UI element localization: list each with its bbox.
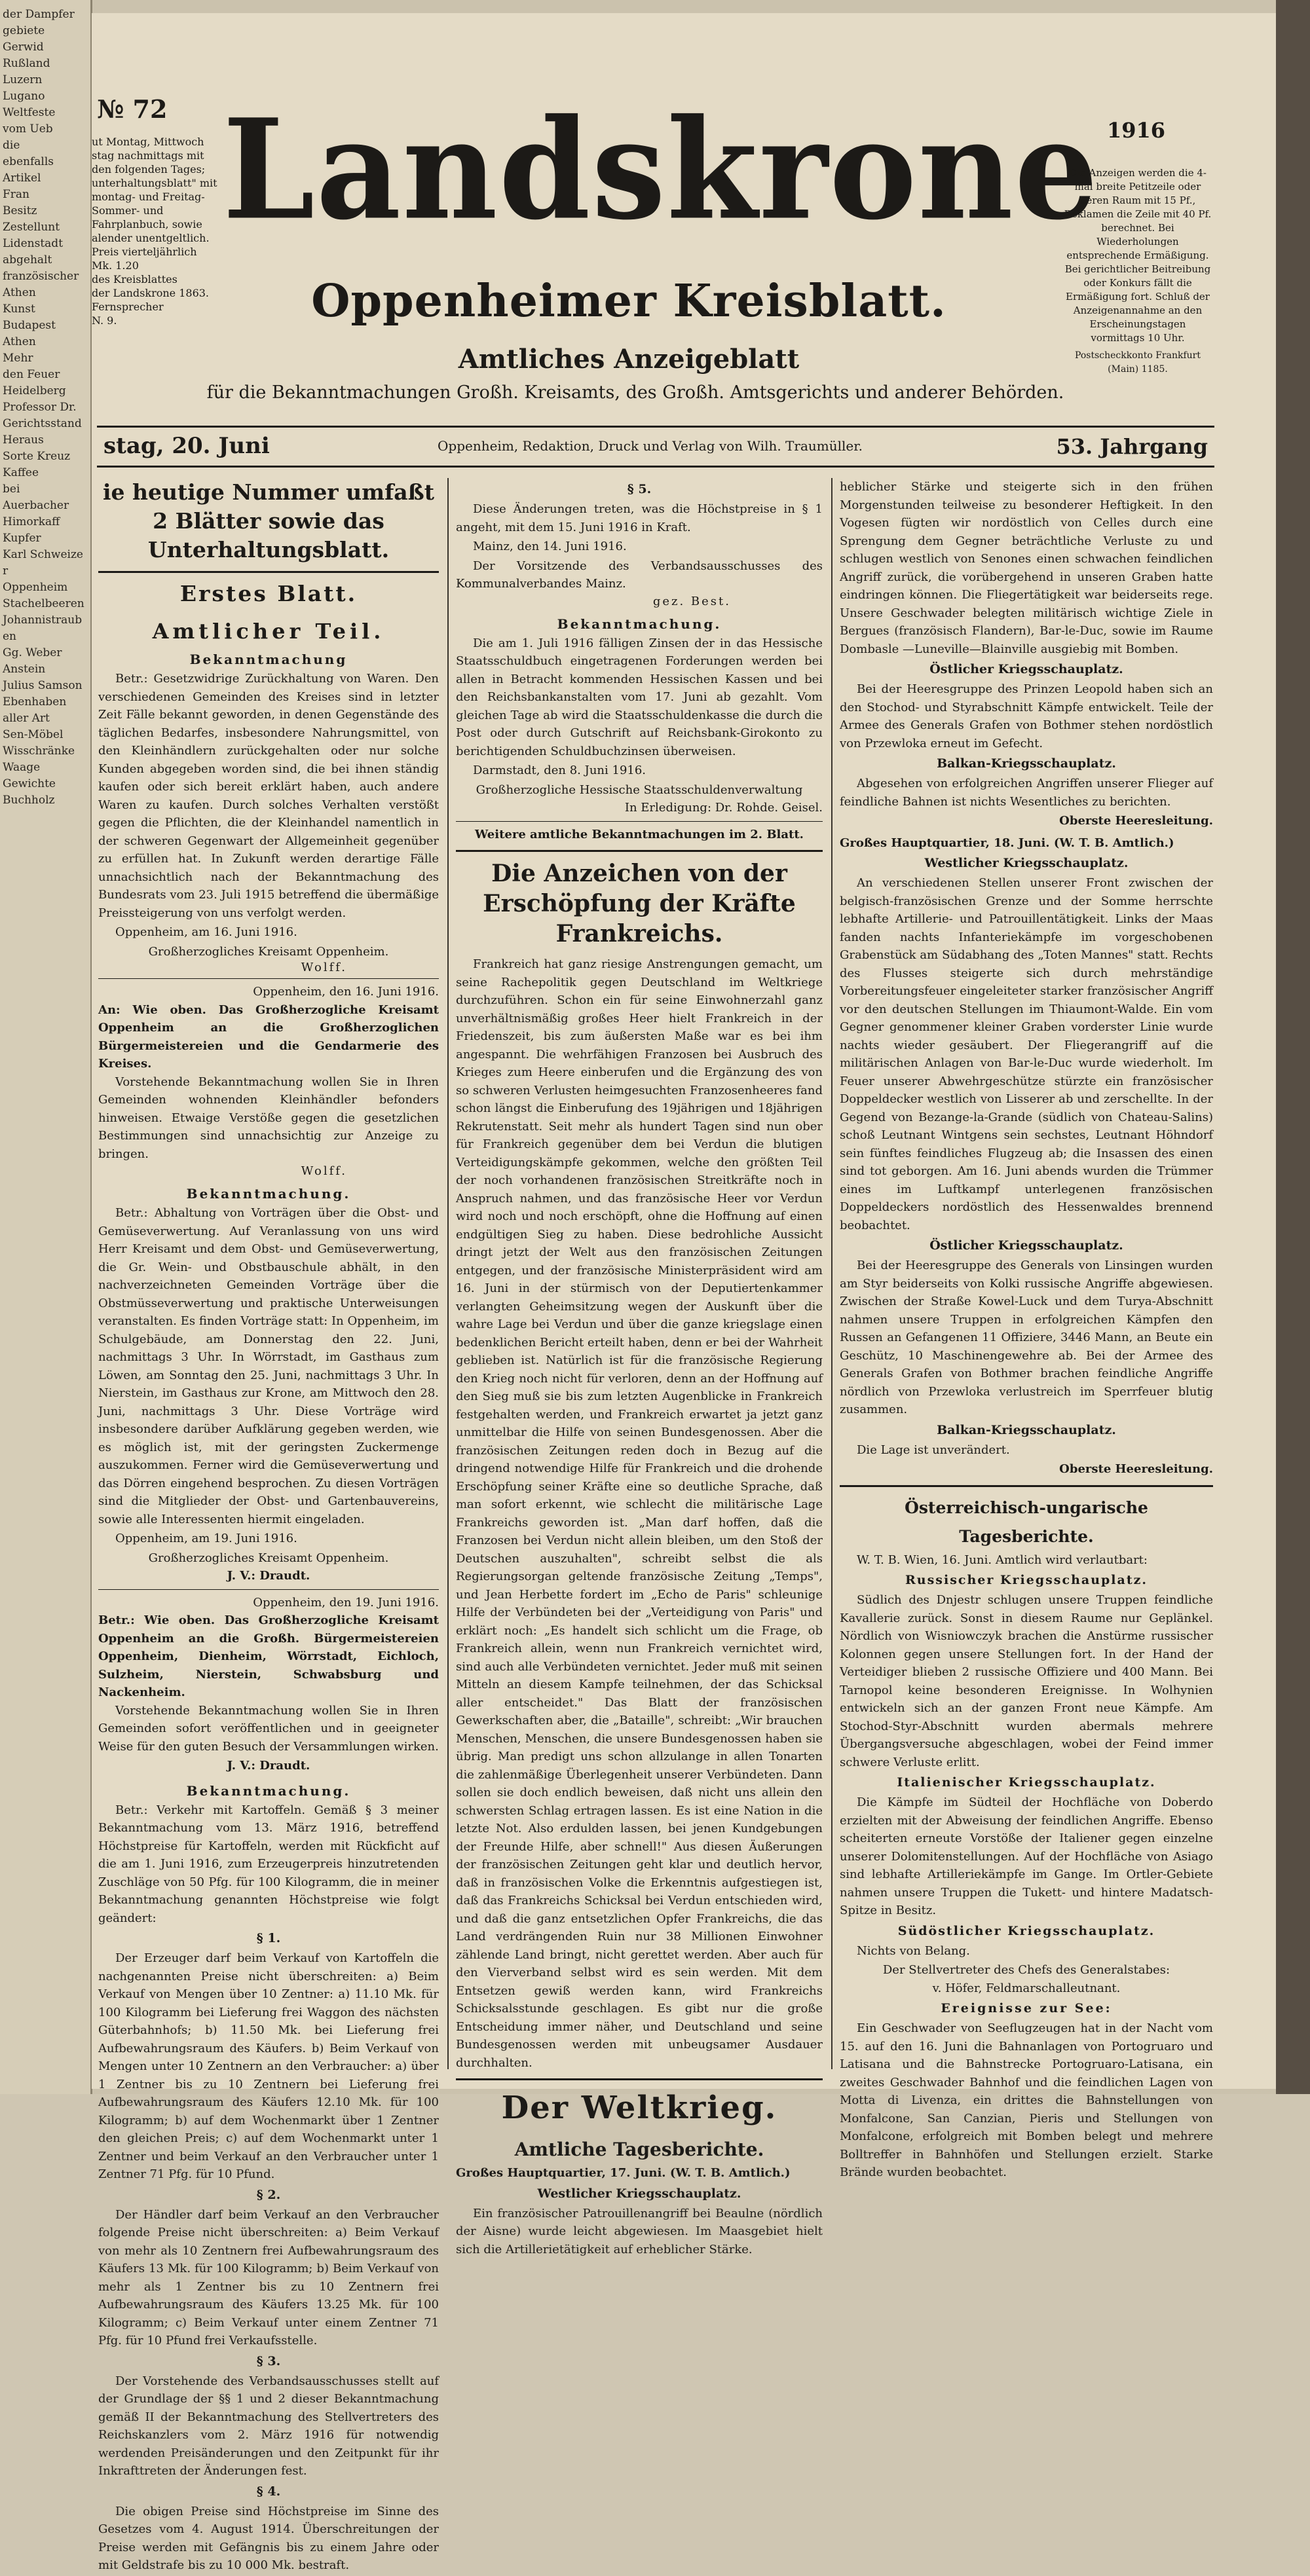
report-signature-title: Der Stellvertreter des Chefs des Generalstabes: xyxy=(882,1963,1170,1977)
report-text: Ein Geschwader von Seeflugzeugen hat in der Nacht vom 15. auf den 16. Juni die Bahnanlagen von Portogruaro und Latisana und die Bahnstrecke Portogruaro-Latisana, ein zweites Geschwader Bahnhof und die feindlichen Lagen von Motta di Livenza, ein drittes die Bahnstellungen von Monfalcone, San Canzian, Pieris und Stellungen von Monfalcone, erfolgreich mit Bomben belegt und mehrere Bolltreffer in Bahnhöfen und Stellungen erzielt. Starke Brände wurden beobachtet. xyxy=(840,2021,1213,2179)
report-dateline: Großes Hauptquartier, 18. Juni. (W. T. B. Amtlich.) xyxy=(840,836,1174,850)
notice-place-date: Oppenheim, den 19. Juni 1916. xyxy=(253,1595,439,1610)
advertising-rates-text: Die Anzeigen werden die 4-mal breite Petitzeile oder deren Raum mit 15 Pf., Reklamen die Zeile mit 40 Pf. berechnet. Bei Wiederholungen entsprechende Ermäßigung. Bei gerichtlicher Beitreibung oder Konkurs fällt die Ermäßigung fort. Schluß der Anzeigenannahme an den Erscheinungstagen vormittags 10 Uhr. xyxy=(1064,167,1212,344)
daily-reports-heading: Amtliche Tagesberichte. xyxy=(514,2139,764,2160)
notice-authority: Großherzogliches Kreisamt Oppenheim. xyxy=(148,1551,389,1565)
notice-addressees: An: Wie oben. Das Großherzogliche Kreisamt Oppenheim an die Großherzoglichen Bürgermeistereien und die Gendarmerie des Kreises. xyxy=(98,1003,439,1071)
paragraph-text: Der Erzeuger darf beim Verkauf von Kartoffeln die nachgenannten Preise nicht überschreiten: a) Beim Verkauf von Mengen über 10 Zentner: a) 11.10 Mk. für 100 Kilogramm bei Lieferung frei Waggon des nächsten Güterbahnhofs; b) 11.50 Mk. bei Lieferung frei Aufbewahrungsraum des Käufers. b) Beim Verkauf von Mengen unter 10 Zentnern an den Verbraucher: a) über 1 Zentner bis zu 10 Zentnern bei Lieferung frei Aufbewahrungsraum des Käufers 12.10 Mk. für 100 Kilogramm; b) auf dem Wochenmarkt über 1 Zentner den gleichen Preis; c) auf dem Wochenmarkt unter 1 Zentner und beim Verkauf an den Verbraucher unter 1 Zentner 71 Pfg. für 10 Pfund. xyxy=(98,1951,439,2181)
report-text: Die Lage ist unverändert. xyxy=(857,1443,1010,1457)
notice-place-date: Oppenheim, am 16. Juni 1916. xyxy=(115,925,297,939)
front-heading: Russischer Kriegsschauplatz. xyxy=(905,1573,1148,1587)
paragraph-number: § 3. xyxy=(256,2353,281,2368)
report-text: Bei der Heeresgruppe des Prinzen Leopold haben sich an den Stochod- und Styrabschnitt Kämpfe entwickelt. Teile der Armee des Generals Grafen von Bothmer stehen nordöstlich von Przewloka erneut im Gefecht. xyxy=(840,682,1213,750)
further-notices-note: Weitere amtliche Bekanntmachungen im 2. Blatt. xyxy=(475,827,804,841)
notice-text: Betr.: Verkehr mit Kartoffeln. Gemäß § 3 meiner Bekanntmachung vom 13. März 1916, betreffend Höchstpreise für Kartoffeln, werden mit Rückficht auf die am 1. Juni 1916, zum Erzeugerpreis hinzutretenden Zuschläge von 50 Pfg. für 100 Kilogramm, die in meiner Bekanntmachung genannten Höchstpreise wie folgt geändert: xyxy=(98,1803,439,1925)
notice-text: Die am 1. Juli 1916 fälligen Zinsen der in das Hessische Staatsschuldbuch eingetragenen Forderungen werden bei allen in Betracht kommenden Hessischen Kassen und bei den Reichsbankanstalten vom 17. Juni ab gezahlt. Vom gleichen Tage ab wird die Staatsschuldenkasse die durch die Post oder durch Gutschrift auf Reichsbank-Girokonto zu berichtigenden Schuldbuchzinsen überweisen. xyxy=(456,636,823,758)
notice-signature: J. V.: Draudt. xyxy=(227,1759,310,1773)
notice-authority: Der Vorsitzende des Verbandsausschusses des Kommunalverbandes Mainz. xyxy=(456,559,823,591)
paragraph-number: § 5. xyxy=(627,482,652,496)
report-text: Abgesehen von erfolgreichen Angriffen unserer Flieger auf feindliche Bahnen ist nichts Wesentliches zu berichten. xyxy=(840,777,1213,809)
notice-text: Vorstehende Bekanntmachung wollen Sie in Ihren Gemeinden sofort veröffentlichen und in geeigneter Weise für den guten Besuch der Versammlungen wirken. xyxy=(98,1703,439,1754)
front-heading: Westlicher Kriegsschauplatz. xyxy=(924,856,1129,870)
paragraph-text: Die obigen Preise sind Höchstpreise im Sinne des Gesetzes vom 4. August 1914. Überschreitungen der Preise werden mit Gefängnis bis zu einem Jahre oder mit Geldstrafe bis zu 10 000 Mk. bestraft. xyxy=(98,2504,439,2572)
report-signature: v. Höfer, Feldmarschalleutnant. xyxy=(932,1981,1121,1995)
front-heading: Westlicher Kriegsschauplatz. xyxy=(537,2186,741,2201)
issue-year: 1916 xyxy=(1107,118,1166,143)
paragraph-text: Der Vorstehende des Verbandsausschusses stellt auf der Grundlage der §§ 1 und 2 dieser Bekanntmachung gemäß II der Bekanntmachung des Stellvertreters des Reichskanzlers vom 2. März 1916 für notwendig werdenden Preisänderungen und den Zeitpunkt für ihr Inkrafttreten der Änderungen fest. xyxy=(98,2374,439,2478)
rule xyxy=(98,1589,439,1590)
notice-text: Vorstehende Bekanntmachung wollen Sie in Ihren Gemeinden wohnenden Kleinhändler befonders hinweisen. Etwaige Verstöße gegen die gesetzlichen Bestimmungen sind unnachsichtig zur Anzeige zu bringen. xyxy=(98,1075,439,1161)
notice-heading: Bekanntmachung. xyxy=(557,616,722,632)
notice-text: Betr.: Gesetzwidrige Zurückhaltung von Waren. Den verschiedenen Gemeinden des Kreises sind in letzter Zeit Fälle bekannt geworden, in denen Gegenstände des täglichen Bedarfes, insbesondere Nahrungsmittel, von den Kleinhändlern zurückgehalten oder nur solche Kunden abgegeben worden sind, die bei ihnen ständig kaufen oder sich bereit erklärt haben, auch andere Waren zu kaufen. Durch solches Verhalten verstößt gegen die Pflichten, die der Kleinhandel namentlich in der schweren Gegenwart der Allgemeinheit gegenüber zu erfüllen hat. In Zukunft werden derartige Fälle unnachsichtlich nach der Bekanntmachung des Bundesrats vom 23. Juli 1915 betreffend die übermäßige Preissteigerung von uns verfolgt werden. xyxy=(98,672,439,920)
report-signature: Oberste Heeresleitung. xyxy=(1059,814,1213,828)
report-text: Bei der Heeresgruppe des Generals von Linsingen wurden am Styr beiderseits von Kolki russische Angriffe abgewiesen. Zwischen der Straße Kowel-Luck und dem Turya-Abschnitt nahmen unsere Truppen in erfolgreichen Kämpfen den Russen an Gefangenen 11 Offiziere, 3446 Mann, an Beute ein Geschütz, 10 Maschinengewehre ab. Bei der Armee des Generals Grafen von Bothmer brachen feindliche Angriffe nördlich von Przewloka verlustreich im Sperrfeuer blutig zusammen. xyxy=(840,1259,1213,1416)
first-sheet-heading: Erstes Blatt. xyxy=(179,581,358,606)
notice-addressees: Betr.: Wie oben. Das Großherzogliche Kreisamt Oppenheim an die Großh. Bürgermeistereien Oppenheim, Dienheim, Wörrstadt, Eichloch, Sulzheim, Nierstein, Schwabsburg und Nackenheim. xyxy=(98,1613,439,1699)
notice-signature: gez. Best. xyxy=(652,594,731,608)
notice-signature: Wolff. xyxy=(301,961,347,974)
column-three xyxy=(840,478,1213,2183)
official-section-heading: Amtlicher Teil. xyxy=(152,619,385,644)
postal-account: Postscheckkonto Frankfurt (Main) 1185. xyxy=(1075,350,1201,375)
rule xyxy=(98,978,439,979)
rule xyxy=(456,2078,823,2080)
paragraph-text: Diese Änderungen treten, was die Höchstpreise in § 1 angeht, mit dem 15. Juni 1916 in Kraft. xyxy=(456,502,823,534)
report-text: An verschiedenen Stellen unserer Front zwischen der belgisch-französischen Grenze und der Somme herrschte lebhafte Artillerie- und Patrouillentätigkeit. Links der Maas fanden nachts Infanteriekämpfe im vorgeschobenen Grabenstück am Südabhang des „Toten Mannes" statt. Rechts des Flusses steigerte sich durch mehrständige Vorbereitungsfeuer eingeleiteter starker französischer Angriff vor den deutschen Stellungen im Thiaumont-Walde. Ein vom Gegner genommener kleiner Graben vorderster Linie wurde nachts wieder gesäubert. Der Fliegerangriff auf die militärischen Anlagen von Bar-le-Duc wurde wiederholt. Im Feuer unserer Abwehrgeschütze stürzte ein französischer Doppeldecker westlich von Lisserer ab und zerschellte. In der Gegend von Bezange-la-Grande (südlich von Chateau-Salins) schoß Leutnant Wintgens sein sechstes, Leutnant Höhndorf sein fünftes feindliches Flugzeug ab; die Insassen des einen sind tot geborgen. Am 16. Juni abends wurden die Trümmer eines im Luftkampf unterlegenen französischen Doppeldeckers nordöstlich des Hessenwaldes brennend beobachtet. xyxy=(840,876,1213,1232)
paragraph-number: § 1. xyxy=(256,1931,281,1945)
report-text: Südlich des Dnjestr schlugen unsere Truppen feindliche Kavallerie zurück. Sonst in diesem Raume nur Geplänkel. Nördlich von Wisniowczyk brachen die Anstürme russischer Kolonnen gegen unsere Stellungen fort. In der Hand der Verteidiger blieben 2 russische Offiziere und 400 Mann. Bei Tarnopol keine besonderen Ereignisse. In Wolhynien entwickeln sich an der ganzen Front neue Kämpfe. Am Stochod-Styr-Abschnitt wurden abermals mehrere Übergangsversuche abgeschlagen, wobei der Feind immer schwere Verluste erlitt. xyxy=(840,1593,1213,1769)
front-heading: Östlicher Kriegsschauplatz. xyxy=(929,1238,1123,1253)
issue-number: № 72 xyxy=(97,94,168,124)
war-section-heading: Der Weltkrieg. xyxy=(501,2089,777,2126)
front-heading: Italienischer Kriegsschauplatz. xyxy=(897,1775,1156,1790)
report-dateline: Großes Hauptquartier, 17. Juni. (W. T. B. Amtlich.) xyxy=(456,2166,791,2180)
notice-authority: Großherzogliches Kreisamt Oppenheim. xyxy=(148,944,389,959)
notice-signature: J. V.: Draudt. xyxy=(227,1569,310,1583)
masthead-title: Landskrone xyxy=(223,89,1100,251)
report-text: heblicher Stärke und steigerte sich in den frühen Morgenstunden teilweise zu besonderer Heftigkeit. In den Vogesen fügten wir nordöstlich von Celles durch eine Sprengung dem Gegner beträchtliche Verluste zu und schlugen westlich von Senones einen schwachen feindlichen Angriff zurück, die vorübergehend in unseren Graben hatte eindringen können. Die Fliegertätigkeit war beiderseits rege. Unsere Geschwader belegten militärisch wichtige Ziele in Bergues (französisch Flandern), Bar-le-Duc, sowie im Raume Dombasle —Luneville—Blainville ausgiebig mit Bomben. xyxy=(840,480,1213,656)
notice-place-date: Darmstadt, den 8. Juni 1916. xyxy=(473,764,646,777)
article-headline: Die Anzeichen von der Erschöpfung der Kräfte Frankreichs. xyxy=(483,860,796,948)
advertising-rates xyxy=(1064,166,1212,377)
report-intro: W. T. B. Wien, 16. Juni. Amtlich wird verlautbart: xyxy=(857,1553,1148,1567)
dateline-bar xyxy=(97,426,1214,468)
rule xyxy=(456,850,823,852)
masthead-subtitle: Oppenheimer Kreisblatt. xyxy=(311,275,946,327)
report-text: Die Kämpfe im Südteil der Hochfläche von Doberdo erzielten mit der Abweisung der feindlichen Angriffe. Ebenso scheiterten erneute Vorstöße der Italiener gegen einzelne unserer Dolomitenstellungen. Auf der Hochfläche von Asiago sind lebhafte Artilleriekämpfe im Gange. Im Ortler-Gebiete nahmen unsere Truppen die Tukett- und hintere Madatsch-Spitze in Besitz. xyxy=(840,1795,1213,1917)
report-text: Ein französischer Patrouillenangriff bei Beaulne (nördlich der Aisne) wurde leicht abgewiesen. Im Maasgebiet hielt sich die Artillerietätigkeit auf erheblicher Stärke. xyxy=(456,2206,823,2256)
notice-signature: Wolff. xyxy=(301,1164,347,1178)
austro-hungarian-reports-heading: Österreichisch-ungarische Tagesberichte. xyxy=(905,1498,1148,1546)
report-text: Nichts von Belang. xyxy=(857,1943,970,1958)
article-body: Frankreich hat ganz riesige Anstrengungen gemacht, um seine Rachepolitik gegen Deutschland im Weltkriege durchzuführen. Schon ein für seine Einwohnerzahl ganz unverhältnismäßig großes Heer hielt Frankreich in der Friedenszeit, bis zum äußersten Maße war es bei ihm angespannt. Die wehrfähigen Franzosen bei Ausbruch des Krieges zum Heere einberufen und die Ergänzung des von so schweren Verlusten heimgesuchten Franzosenheeres fand schon längst die Einberufung des 19jährigen und 18jährigen Rekrutenstatt. Seit mehr als hundert Tagen sind nun ober für Frankreich gegenüber dem bei Verdun die blutigen Verteidigungskämpfe gekommen, welche den größten Teil der noch vorhandenen französischen Streitkräfte noch in Anspruch nahmen, und das französische Heer vor Verdun wird noch und noch erschöpft, ohne die Hoffnung auf einen endgültigen Sieg zu haben. Diese bedrohliche Aussicht dringt jetzt der Welt aus den französischen Zeitungen entgegen, und der französische Ministerpräsident wird am 16. Juni in der stürmisch von der Deputiertenkammer verlangten Geheimsitzung wegen der Auskunft über die wahre Lage bei Verdun und über die ganze kriegslage einen bedenklichen Bericht erteilt haben, denn er bei der Wahrheit geblieben ist. Natürlich ist für die französische Regierung den Krieg noch nicht für verloren, denn an der Hoffnung auf den Sieg muß sie bis zum letzten Augenblicke in Frankreich festgehalten werden, und Frankreich erwartet ja jetzt ganz unmittelbar die Hilfe von seinen Bundesgenossen. Aber die französischen Zeitungen reden doch in Bezug auf die dringend notwendige Hilfe für Frankreich und die drohende Erschöpfung seiner Kräfte eine so deutliche Sprache, daß man sofort erkennt, wie schlecht die militärische Lage Frankreichs geworden ist. „Man darf hoffen, daß die Franzosen bei Verdun nicht allein bleiben, um den Stoß der Deutschen auszuhalten", schreibt selbst die als Regierungsorgan geltende französische Zeitung „Temps", und Jean Herbette fordert im „Echo de Paris" schleunige Hilfe der Verbündeten bei der „Verteidigung von Paris" und erklärt noch: „Es handelt sich schlicht um die Frage, ob Frankreich allein, wenn nun Frankreich vernichtet wird, sind auch alle Verbündeten vernichtet. Jeder muß mit seinen Mitteln an diesem Kampfe teilnehmen, der das Schicksal aller entscheidet." Das Blatt der französischen Gewerkschaften aber, die „Bataille", schreibt: „Wir brauchen Menschen, Menschen, die unsere Bundesgenossen haben sie übrig. Man predigt uns schon allzulange in allen Tonarten die zahlenmäßige Überlegenheit unserer Verbündeten. Dann sollen sie doch endlich beweisen, daß nicht uns allein den schwersten Schlag ertragen lassen. Es ist eine Nation in die letzte Not. Also erdulden lassen, bei jenen Kundgebungen der Freunde Hilfe, aber schnell!" Aus diesen Äußerungen der französischen Zeitungen geht klar und deutlich hervor, daß in französischen Volke die Erkenntnis aufgestiegen ist, daß das Frankreichs Schicksal bei Verdun entschieden wird, und daß die ganz entsetzlichen Opfer Frankreichs, die das Land verdrängenden Ruin nur 38 Millionen Einwohner zählende Land bringt, nicht gerettet werden. Aber auch für den Vierverband selbst wird es sein werden. Mit dem Entsetzen gewiß werden kann, wird Frankreichs Schicksalsstunde geschlagen. Es gibt nur die große Entscheidung immer näher, und Deutschland und seine Bundesgenossen werden mit unbeugsamer Ausdauer durchhalten. xyxy=(456,957,823,2070)
book-binding-edge xyxy=(1276,0,1310,2094)
adjacent-page-spine xyxy=(0,0,92,2094)
front-heading: Balkan-Kriegsschauplatz. xyxy=(937,1422,1116,1437)
notice-place-date: Oppenheim, am 19. Juni 1916. xyxy=(115,1532,297,1545)
front-heading: Südöstlicher Kriegsschauplatz. xyxy=(897,1923,1155,1938)
report-signature: Oberste Heeresleitung. xyxy=(1059,1462,1213,1476)
rule xyxy=(840,1485,1213,1487)
notice-place-date: Oppenheim, den 16. Juni 1916. xyxy=(253,985,439,999)
paragraph-number: § 4. xyxy=(256,2484,281,2499)
column-divider xyxy=(447,478,449,2069)
notice-place-date: Mainz, den 14. Juni 1916. xyxy=(473,540,627,553)
notice-heading: Bekanntmachung. xyxy=(186,1782,351,1799)
publisher-line: Oppenheim, Redaktion, Druck und Verlag von Wilh. Traumüller. xyxy=(438,438,863,454)
spine-text: der Dampfer gebiete Gerwid Rußland Luzern Lugano Weltfeste vom Ueb die ebenfalls Artikel Fran Besitz Zestellunt Lidenstadt abgehalt französischer Athen Kunst Budapest Athen Mehr den Feuer Heidelberg Professor Dr. Gerichtsstand Heraus Sorte Kreuz Kaffee bei Auerbacher Himorkaff Kupfer Karl Schweizer Oppenheim Stachelbeeren Johannistrauben Gg. Weber Anstein Julius Samson Ebenhaben aller Art Sen-Möbel Wisschränke Waage Gewichte Buchholz xyxy=(3,8,84,807)
issue-contents-banner: ie heutige Nummer umfaßt 2 Blätter sowie das Unterhaltungsblatt. xyxy=(102,479,434,562)
official-gazette-label: Amtliches Anzeigeblatt xyxy=(458,344,800,375)
paragraph-text: Der Händler darf beim Verkauf an den Verbraucher folgende Preise nicht überschreiten: a) Beim Verkauf von mehr als 10 Zentnern frei Aufbewahrungsraum des Käufers 13 Mk. für 100 Kilogramm; b) Beim Verkauf von mehr als 1 Zentner bis zu 10 Zentnern frei Aufbewahrungsraum des Käufers 13.25 Mk. für 100 Kilogramm; c) Beim Verkauf unter einem Zentner 71 Pfg. für 10 Pfund frei Verkaufsstelle. xyxy=(98,2207,439,2347)
column-one xyxy=(98,478,439,2576)
paragraph-number: § 2. xyxy=(256,2187,281,2202)
notice-signature: In Erledigung: Dr. Rohde. Geisel. xyxy=(624,801,823,815)
front-heading: Ereignisse zur See: xyxy=(941,2001,1112,2015)
column-divider xyxy=(831,478,833,2069)
notice-heading: Bekanntmachung. xyxy=(186,1186,351,1202)
notice-authority: Großherzogliche Hessische Staatsschuldenverwaltung xyxy=(476,782,803,797)
rule xyxy=(456,821,823,822)
front-heading: Östlicher Kriegsschauplatz. xyxy=(929,662,1123,676)
volume-number: 53. Jahrgang xyxy=(1056,434,1208,459)
subscription-info: ut Montag, Mittwoch stag nachmittags mit den folgenden Tages; unterhaltungsblatt" mit montag- und Freitag- Sommer- und Fahrplanbuch, sowie alender unentgeltlich. Preis vierteljährlich Mk. 1.20 des Kreisblattes der Landskrone 1863. Fernsprecher N. 9. xyxy=(92,136,217,327)
column-two xyxy=(456,478,823,2260)
authority-line: für die Bekanntmachungen Großh. Kreisamts, des Großh. Amtsgerichts und anderer Behörden. xyxy=(206,382,1064,403)
issue-date: stag, 20. Juni xyxy=(103,433,270,459)
rule xyxy=(98,571,439,573)
front-heading: Balkan-Kriegsschauplatz. xyxy=(937,756,1116,771)
notice-text: Betr.: Abhaltung von Vorträgen über die Obst- und Gemüseverwertung. Auf Veranlassung von uns wird Herr Kreisamt und dem Obst- und Gemüseverwertung, die Gr. Wein- und Obstbauschule abhält, in den nachverzeichneten Gemeinden Vorträge über die Obstmüsseverwertung und praktische Unterweisungen veranstalten. Es finden Vorträge statt: In Oppenheim, im Schulgebäude, am Donnerstag den 22. Juni, nachmittags 3 Uhr. In Wörrstadt, im Gasthaus zum Löwen, am Sonntag den 25. Juni, nachmittags 3 Uhr. In Nierstein, im Gasthaus zur Krone, am Mittwoch den 28. Juni, nachmittags 3 Uhr. Diese Vorträge wird insbesondere darüber Aufklärung gegeben werden, wie es möglich ist, mit der geringsten Zuckermenge auszukommen. Ferner wird die Gemüseverwertung und das Dörren eingehend besprochen. Zu diesen Vorträgen sind die Mitglieder der Obst- und Gartenbauvereins, sowie alle Interessenten hiermit eingeladen. xyxy=(98,1206,439,1526)
notice-heading: Bekanntmachung xyxy=(189,652,348,667)
